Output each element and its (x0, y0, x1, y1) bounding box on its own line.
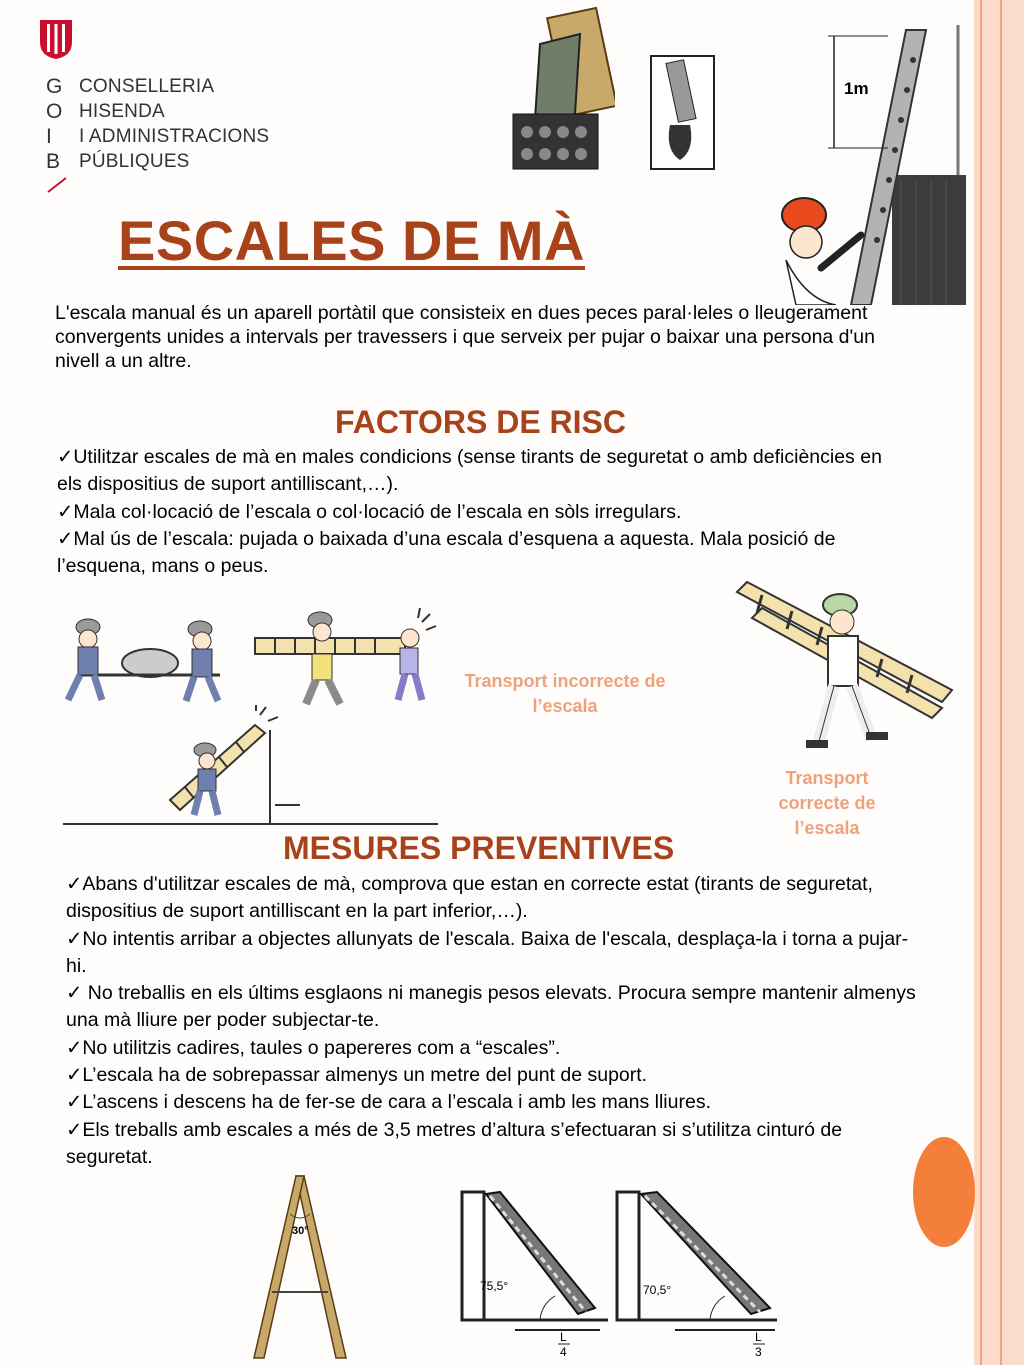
list-item: ✓Mala col·locació de l’escala o col·locació de l’escala en sòls irregulars. (57, 500, 682, 523)
decorative-oval (913, 1137, 975, 1247)
height-marker-label: 1m (844, 79, 869, 98)
angle-label: 70,5° (643, 1283, 672, 1297)
border-line (1000, 0, 1002, 1365)
logo-text: CONSELLERIA HISENDA I ADMINISTRACIONS PÚBLIQUES (79, 76, 270, 172)
list-item: ✓No intentis arribar a objectes allunyats de l'escala. Baixa de l'escala, desplaça-la i torna a pujar-hi. (66, 927, 909, 977)
correct-transport-caption: Transport correcte de l’escala (778, 768, 876, 838)
list-item: ✓Abans d'utilitzar escales de mà, comprova que estan en correcte estat (tirants de seguretat, dispositius de suport antilliscant en la part inferior,…). (66, 873, 873, 923)
intro-paragraph: L'escala manual és un aparell portàtil que consisteix en dues peces paral·leles o lleugerament convergents unides a intervals per travessers i que serveix per pujar o baixar una persona d'un nivell a un altre. (55, 302, 875, 372)
preventive-measures-heading: MESURES PREVENTIVES (283, 830, 675, 866)
list-item: ✓Els treballs amb escales a més de 3,5 metres d’altura s’efectuaran si s’utilitza cinturó de seguretat. (66, 1118, 843, 1168)
list-item: ✓L’escala ha de sobrepassar almenys un metre del punt de suport. (66, 1064, 648, 1087)
ratio-denominator: 4 (560, 1345, 567, 1358)
logo-letters: G O I B (46, 75, 63, 173)
worker-climbing-ladder-illustration (776, 20, 966, 305)
ratio-denominator: 3 (755, 1345, 762, 1358)
ladder-hook-illustration (650, 55, 715, 170)
risk-factors-list (57, 444, 897, 580)
page-title: ESCALES DE MÀ (118, 209, 585, 272)
list-item: ✓No utilitzis cadires, taules o papereres com a “escales”. (66, 1036, 561, 1059)
preventive-measures-list (66, 871, 916, 1171)
a-frame-ladder-diagram (250, 1172, 350, 1362)
worker-hitting-colleague-illustration (250, 608, 440, 708)
ladder-angle-diagram-1 (460, 1188, 610, 1358)
workers-carrying-load-illustration (60, 615, 240, 705)
ladder-angle-diagram-2 (615, 1188, 780, 1358)
list-item: ✓Utilitzar escales de mà en males condicions (sense tirants de seguretat o amb deficiències en els dispositius de suport antilliscant,…). (57, 446, 882, 496)
ratio-numerator: L (560, 1330, 567, 1344)
angle-label: 30° (292, 1225, 309, 1237)
list-item: ✓Mal ús de l’escala: pujada o baixada d’una escala d’esquena a aquesta. Mala posició de l’esquena, mans o peus. (57, 527, 836, 578)
ratio-numerator: L (755, 1330, 762, 1344)
border-line (980, 0, 982, 1365)
worker-ladder-hitting-wall-illustration (160, 705, 440, 825)
risk-factors-heading: FACTORS DE RISC (335, 404, 626, 440)
angle-label: 75,5° (480, 1279, 509, 1293)
ladder-foot-illustration (505, 4, 615, 179)
coat-of-arms-icon (38, 18, 74, 60)
logo-slash-icon (46, 176, 68, 194)
divider (63, 823, 438, 825)
worker-carrying-ladder-correctly-illustration (732, 580, 957, 755)
list-item: ✓L’ascens i descens ha de fer-se de cara a l’escala i amb les mans lliures. (66, 1091, 711, 1114)
list-item: ✓ No treballis en els últims esglaons ni manegis pesos elevats. Procura sempre mantenir almenys una mà lliure per poder subjectar-te. (66, 982, 916, 1032)
incorrect-transport-caption: Transport incorrecte de l’escala (464, 671, 666, 716)
